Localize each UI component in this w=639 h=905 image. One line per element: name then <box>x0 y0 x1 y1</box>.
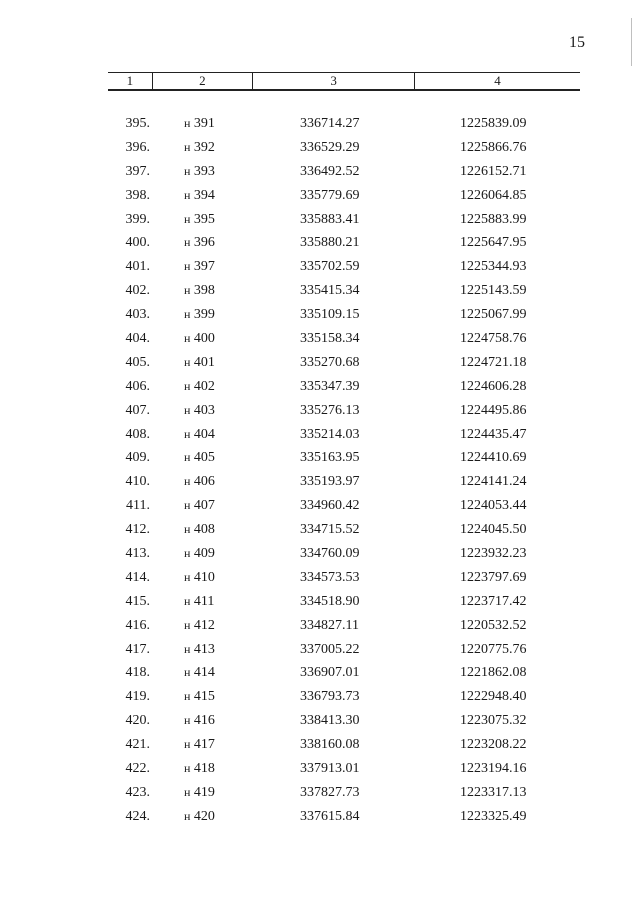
table-row <box>0 351 639 375</box>
point-id <box>184 231 215 255</box>
row-number: 406. <box>125 378 150 394</box>
point-id <box>184 685 215 709</box>
point-id <box>184 661 215 685</box>
coordinate-x: 335415.34 <box>300 283 360 299</box>
coordinate-y: 1224435.47 <box>460 426 527 442</box>
coordinate-x: 334518.90 <box>300 593 360 609</box>
point-id <box>184 327 215 351</box>
coordinate-y: 1222948.40 <box>460 689 527 705</box>
table-row <box>0 112 639 136</box>
coordinate-y: 1224606.28 <box>460 378 527 394</box>
table-row <box>0 231 639 255</box>
point-id <box>184 351 215 375</box>
point-id <box>184 542 215 566</box>
coordinate-y: 1225067.99 <box>460 307 527 323</box>
coordinate-x: 335109.15 <box>300 307 360 323</box>
point-id-number: 412 <box>193 617 215 633</box>
table-row <box>0 494 639 518</box>
point-id-prefix: н <box>184 641 191 656</box>
coordinate-x: 335702.59 <box>300 259 360 275</box>
table-row <box>0 709 639 733</box>
table-row <box>0 805 639 829</box>
point-id <box>184 781 215 805</box>
coordinate-x: 335270.68 <box>300 354 360 370</box>
row-number: 424. <box>125 808 150 824</box>
page-number: 15 <box>569 34 585 51</box>
row-number: 396. <box>125 139 150 155</box>
coordinate-y: 1224141.24 <box>460 474 527 490</box>
row-number: 415. <box>125 593 150 609</box>
row-number: 421. <box>125 737 150 753</box>
coordinate-x: 337005.22 <box>300 641 360 657</box>
point-id <box>184 112 215 136</box>
point-id-prefix: н <box>184 450 191 465</box>
coordinate-y: 1223797.69 <box>460 569 527 585</box>
point-id <box>184 518 215 542</box>
coordinate-x: 334760.09 <box>300 546 360 562</box>
point-id-number: 402 <box>193 378 215 394</box>
coordinate-x: 335779.69 <box>300 187 360 203</box>
coordinate-x: 335163.95 <box>300 450 360 466</box>
coordinate-x: 336793.73 <box>300 689 360 705</box>
row-number: 400. <box>125 235 150 251</box>
coordinate-x: 338413.30 <box>300 713 360 729</box>
coordinate-x: 338160.08 <box>300 737 360 753</box>
point-id-prefix: н <box>184 402 191 417</box>
point-id-number: 399 <box>193 307 215 323</box>
coordinate-y: 1224721.18 <box>460 354 527 370</box>
table-row <box>0 685 639 709</box>
row-number: 411. <box>126 498 150 514</box>
coordinate-y: 1225647.95 <box>460 235 527 251</box>
point-id-number: 393 <box>193 163 215 179</box>
point-id-number: 405 <box>193 450 215 466</box>
row-number: 410. <box>125 474 150 490</box>
table-row <box>0 399 639 423</box>
coordinate-x: 335883.41 <box>300 211 360 227</box>
coordinate-y: 1225866.76 <box>460 139 527 155</box>
coordinate-y: 1224053.44 <box>460 498 527 514</box>
point-id-number: 401 <box>193 354 215 370</box>
column-header-2: 2 <box>152 73 252 90</box>
row-number: 419. <box>125 689 150 705</box>
row-number: 414. <box>125 569 150 585</box>
point-id <box>184 208 215 232</box>
point-id-prefix: н <box>184 283 191 298</box>
coordinate-x: 336907.01 <box>300 665 360 681</box>
table-row <box>0 566 639 590</box>
row-number: 420. <box>125 713 150 729</box>
point-id-number: 411 <box>193 593 215 609</box>
coordinate-y: 1223194.16 <box>460 761 527 777</box>
row-number: 403. <box>125 307 150 323</box>
point-id <box>184 638 215 662</box>
coordinate-x: 334715.52 <box>300 522 360 538</box>
point-id-number: 403 <box>193 402 215 418</box>
point-id-number: 407 <box>193 498 215 514</box>
table-row <box>0 638 639 662</box>
point-id-number: 415 <box>193 689 215 705</box>
table-row <box>0 518 639 542</box>
point-id <box>184 423 215 447</box>
point-id-prefix: н <box>184 211 191 226</box>
point-id-prefix: н <box>184 187 191 202</box>
point-id <box>184 733 215 757</box>
point-id-number: 420 <box>193 808 215 824</box>
point-id <box>184 279 215 303</box>
point-id <box>184 566 215 590</box>
point-id-prefix: н <box>184 808 191 823</box>
header-rule <box>108 90 580 91</box>
point-id <box>184 184 215 208</box>
row-number: 405. <box>125 354 150 370</box>
point-id <box>184 136 215 160</box>
point-id-prefix: н <box>184 761 191 776</box>
coordinate-y: 1220775.76 <box>460 641 527 657</box>
point-id-number: 417 <box>193 737 215 753</box>
coordinate-y: 1223317.13 <box>460 784 527 800</box>
point-id-prefix: н <box>184 737 191 752</box>
point-id-number: 392 <box>193 139 215 155</box>
point-id-prefix: н <box>184 546 191 561</box>
point-id-number: 394 <box>193 187 215 203</box>
coordinate-y: 1223075.32 <box>460 713 527 729</box>
point-id-number: 400 <box>193 331 215 347</box>
point-id <box>184 303 215 327</box>
point-id-prefix: н <box>184 307 191 322</box>
table-row <box>0 446 639 470</box>
point-id-number: 398 <box>193 283 215 299</box>
coordinate-x: 335880.21 <box>300 235 360 251</box>
coordinate-y: 1224495.86 <box>460 402 527 418</box>
point-id-prefix: н <box>184 426 191 441</box>
point-id <box>184 255 215 279</box>
point-id <box>184 757 215 781</box>
row-number: 423. <box>125 784 150 800</box>
coordinate-y: 1223932.23 <box>460 546 527 562</box>
point-id-prefix: н <box>184 593 191 608</box>
table-row <box>0 208 639 232</box>
table-row <box>0 614 639 638</box>
coordinate-x: 337615.84 <box>300 808 360 824</box>
point-id-number: 397 <box>193 259 215 275</box>
point-id-prefix: н <box>184 569 191 584</box>
point-id-number: 413 <box>193 641 215 657</box>
table-row <box>0 781 639 805</box>
coordinate-y: 1223717.42 <box>460 593 527 609</box>
point-id-prefix: н <box>184 713 191 728</box>
point-id <box>184 446 215 470</box>
table-row <box>0 184 639 208</box>
column-header-3: 3 <box>253 73 415 90</box>
row-number: 397. <box>125 163 150 179</box>
point-id-prefix: н <box>184 259 191 274</box>
point-id-number: 404 <box>193 426 215 442</box>
coordinate-x: 337827.73 <box>300 784 360 800</box>
point-id-prefix: н <box>184 522 191 537</box>
point-id-prefix: н <box>184 617 191 632</box>
point-id-prefix: н <box>184 378 191 393</box>
coordinate-y: 1225839.09 <box>460 116 527 131</box>
point-id <box>184 494 215 518</box>
coordinate-x: 334827.11 <box>300 617 359 633</box>
coordinate-y: 1220532.52 <box>460 617 527 633</box>
coordinate-y: 1224758.76 <box>460 331 527 347</box>
point-id-prefix: н <box>184 331 191 346</box>
point-id-number: 408 <box>193 522 215 538</box>
column-header-1: 1 <box>108 73 152 90</box>
coordinate-y: 1226064.85 <box>460 187 527 203</box>
point-id-prefix: н <box>184 498 191 513</box>
table-row <box>0 757 639 781</box>
point-id-number: 409 <box>193 546 215 562</box>
table-row <box>0 733 639 757</box>
row-number: 413. <box>125 546 150 562</box>
row-number: 408. <box>125 426 150 442</box>
point-id-prefix: н <box>184 689 191 704</box>
table-row <box>0 279 639 303</box>
coordinate-x: 335158.34 <box>300 331 360 347</box>
coordinate-x: 334960.42 <box>300 498 360 514</box>
row-number: 395. <box>125 116 150 131</box>
point-id-number: 418 <box>193 761 215 777</box>
coordinate-y: 1225143.59 <box>460 283 527 299</box>
point-id-prefix: н <box>184 665 191 680</box>
coordinate-y: 1221862.08 <box>460 665 527 681</box>
row-number: 422. <box>125 761 150 777</box>
column-header-4: 4 <box>415 73 580 90</box>
point-id <box>184 399 215 423</box>
point-id-number: 391 <box>193 116 215 131</box>
point-id-prefix: н <box>184 354 191 369</box>
row-number: 404. <box>125 331 150 347</box>
table-row <box>0 470 639 494</box>
point-id-prefix: н <box>184 784 191 799</box>
point-id-prefix: н <box>184 235 191 250</box>
point-id <box>184 470 215 494</box>
row-number: 407. <box>125 402 150 418</box>
coordinate-y: 1226152.71 <box>460 163 527 179</box>
coordinate-x: 336714.27 <box>300 116 360 131</box>
row-number: 416. <box>125 617 150 633</box>
point-id-number: 410 <box>193 569 215 585</box>
point-id-prefix: н <box>184 163 191 178</box>
coordinate-y: 1223208.22 <box>460 737 527 753</box>
coordinate-x: 336492.52 <box>300 163 360 179</box>
page-edge-mark <box>631 18 632 66</box>
table-row <box>0 375 639 399</box>
table-row <box>0 136 639 160</box>
coordinate-table-body <box>0 112 639 829</box>
coordinate-y: 1224045.50 <box>460 522 527 538</box>
coordinate-x: 335214.03 <box>300 426 360 442</box>
table-row <box>0 255 639 279</box>
point-id-number: 396 <box>193 235 215 251</box>
point-id-number: 414 <box>193 665 215 681</box>
coordinate-y: 1225344.93 <box>460 259 527 275</box>
point-id-number: 416 <box>193 713 215 729</box>
row-number: 418. <box>125 665 150 681</box>
coordinate-y: 1225883.99 <box>460 211 527 227</box>
table-row <box>0 542 639 566</box>
point-id <box>184 590 214 614</box>
point-id-prefix: н <box>184 474 191 489</box>
row-number: 401. <box>125 259 150 275</box>
point-id <box>184 805 215 829</box>
table-row <box>0 327 639 351</box>
table-row <box>0 661 639 685</box>
coordinate-x: 335347.39 <box>300 378 360 394</box>
coordinate-x: 335276.13 <box>300 402 360 418</box>
table-row <box>0 590 639 614</box>
row-number: 399. <box>125 211 150 227</box>
point-id-number: 419 <box>193 784 215 800</box>
table-row <box>0 160 639 184</box>
coordinate-y: 1224410.69 <box>460 450 527 466</box>
point-id-number: 395 <box>193 211 215 227</box>
row-number: 417. <box>125 641 150 657</box>
point-id <box>184 614 215 638</box>
column-header-row <box>108 72 580 90</box>
table-row <box>0 423 639 447</box>
point-id-prefix: н <box>184 139 191 154</box>
point-id-number: 406 <box>193 474 215 490</box>
row-number: 398. <box>125 187 150 203</box>
point-id <box>184 160 215 184</box>
coordinate-x: 335193.97 <box>300 474 360 490</box>
coordinate-y: 1223325.49 <box>460 808 527 824</box>
table-row <box>0 303 639 327</box>
point-id <box>184 709 215 733</box>
row-number: 412. <box>125 522 150 538</box>
row-number: 409. <box>125 450 150 466</box>
point-id <box>184 375 215 399</box>
coordinate-x: 337913.01 <box>300 761 360 777</box>
coordinate-x: 336529.29 <box>300 139 360 155</box>
row-number: 402. <box>125 283 150 299</box>
point-id-prefix: н <box>184 116 191 130</box>
coordinate-x: 334573.53 <box>300 569 360 585</box>
